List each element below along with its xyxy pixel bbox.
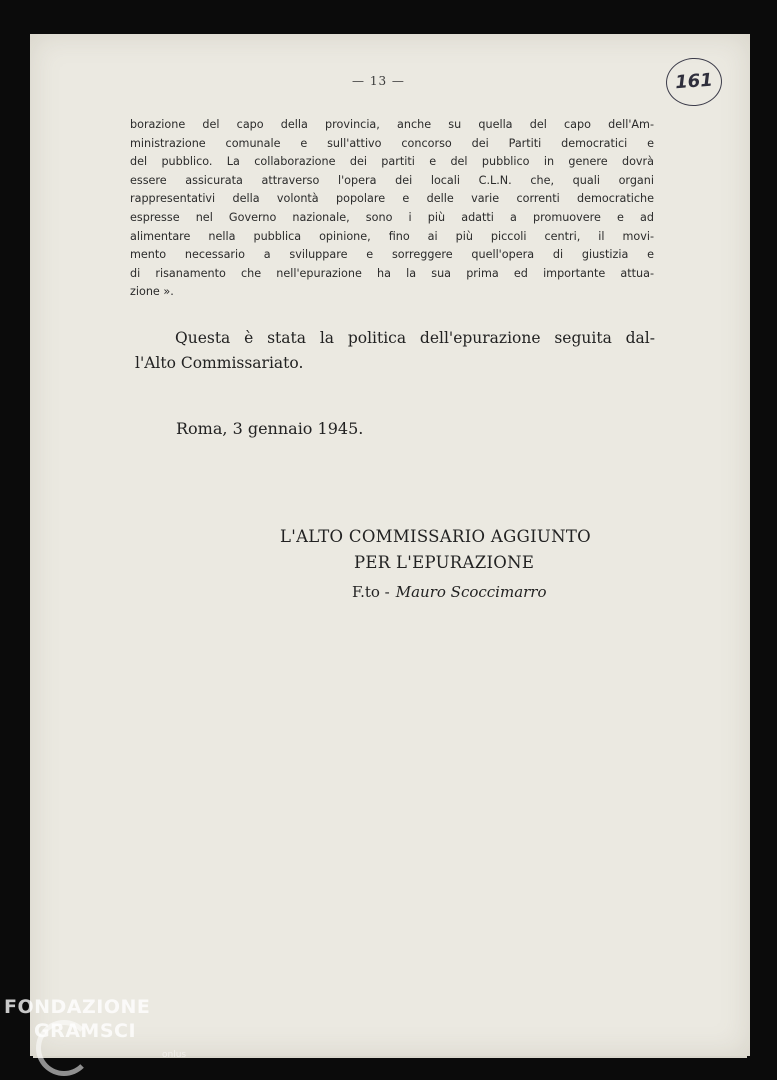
quote-line: borazione del capo della provincia, anche su quella del capo dell'Am- bbox=[130, 118, 654, 131]
signature-title-line: PER L'EPURAZIONE bbox=[354, 553, 535, 572]
watermark-logo-icon bbox=[36, 1020, 92, 1076]
signature-title bbox=[280, 524, 660, 576]
quote-line: zione ». bbox=[130, 285, 174, 299]
quote-line: alimentare nella pubblica opinione, fino ai più piccoli centri, il movi- bbox=[130, 229, 654, 243]
quoted-paragraph bbox=[130, 116, 654, 302]
watermark-line: GRAMSCI bbox=[34, 1020, 137, 1042]
watermark-line: FONDAZIONE bbox=[4, 996, 151, 1018]
archive-watermark bbox=[4, 996, 194, 1060]
closing-line: Questa è stata la politica dell'epurazione seguita dal- bbox=[175, 329, 655, 347]
quote-line: di risanamento che nell'epurazione ha la sua prima ed importante attua- bbox=[130, 266, 654, 280]
quote-line: ministrazione comunale e sull'attivo concorso dei Partiti democratici e bbox=[130, 136, 654, 150]
quote-line: espresse nel Governo nazionale, sono i più adatti a promuovere e ad bbox=[130, 210, 654, 224]
document-date: Roma, 3 gennaio 1945. bbox=[176, 419, 364, 438]
quote-line: mento necessario a sviluppare e sorreggere quell'opera di giustizia e bbox=[130, 248, 654, 262]
closing-line: l'Alto Commissariato. bbox=[135, 354, 304, 372]
signatory-name: Mauro Scoccimarro bbox=[395, 583, 547, 601]
quote-line: rappresentativi della volontà popolare e delle varie correnti democratiche bbox=[130, 192, 654, 206]
quote-line: del pubblico. La collaborazione dei partiti e del pubblico in genere dovrà bbox=[130, 155, 654, 169]
archive-number-stamp: 161 bbox=[664, 56, 723, 108]
closing-paragraph bbox=[135, 326, 655, 376]
signatory bbox=[352, 583, 547, 601]
quote-line: essere assicurata attraverso l'opera dei locali C.L.N. che, quali organi bbox=[130, 173, 654, 187]
signatory-prefix: F.to - bbox=[352, 583, 390, 601]
signature-title-line: L'ALTO COMMISSARIO AGGIUNTO bbox=[280, 527, 591, 546]
page-number: — 13 — bbox=[352, 74, 405, 88]
watermark-suffix: onlus bbox=[162, 1050, 187, 1060]
